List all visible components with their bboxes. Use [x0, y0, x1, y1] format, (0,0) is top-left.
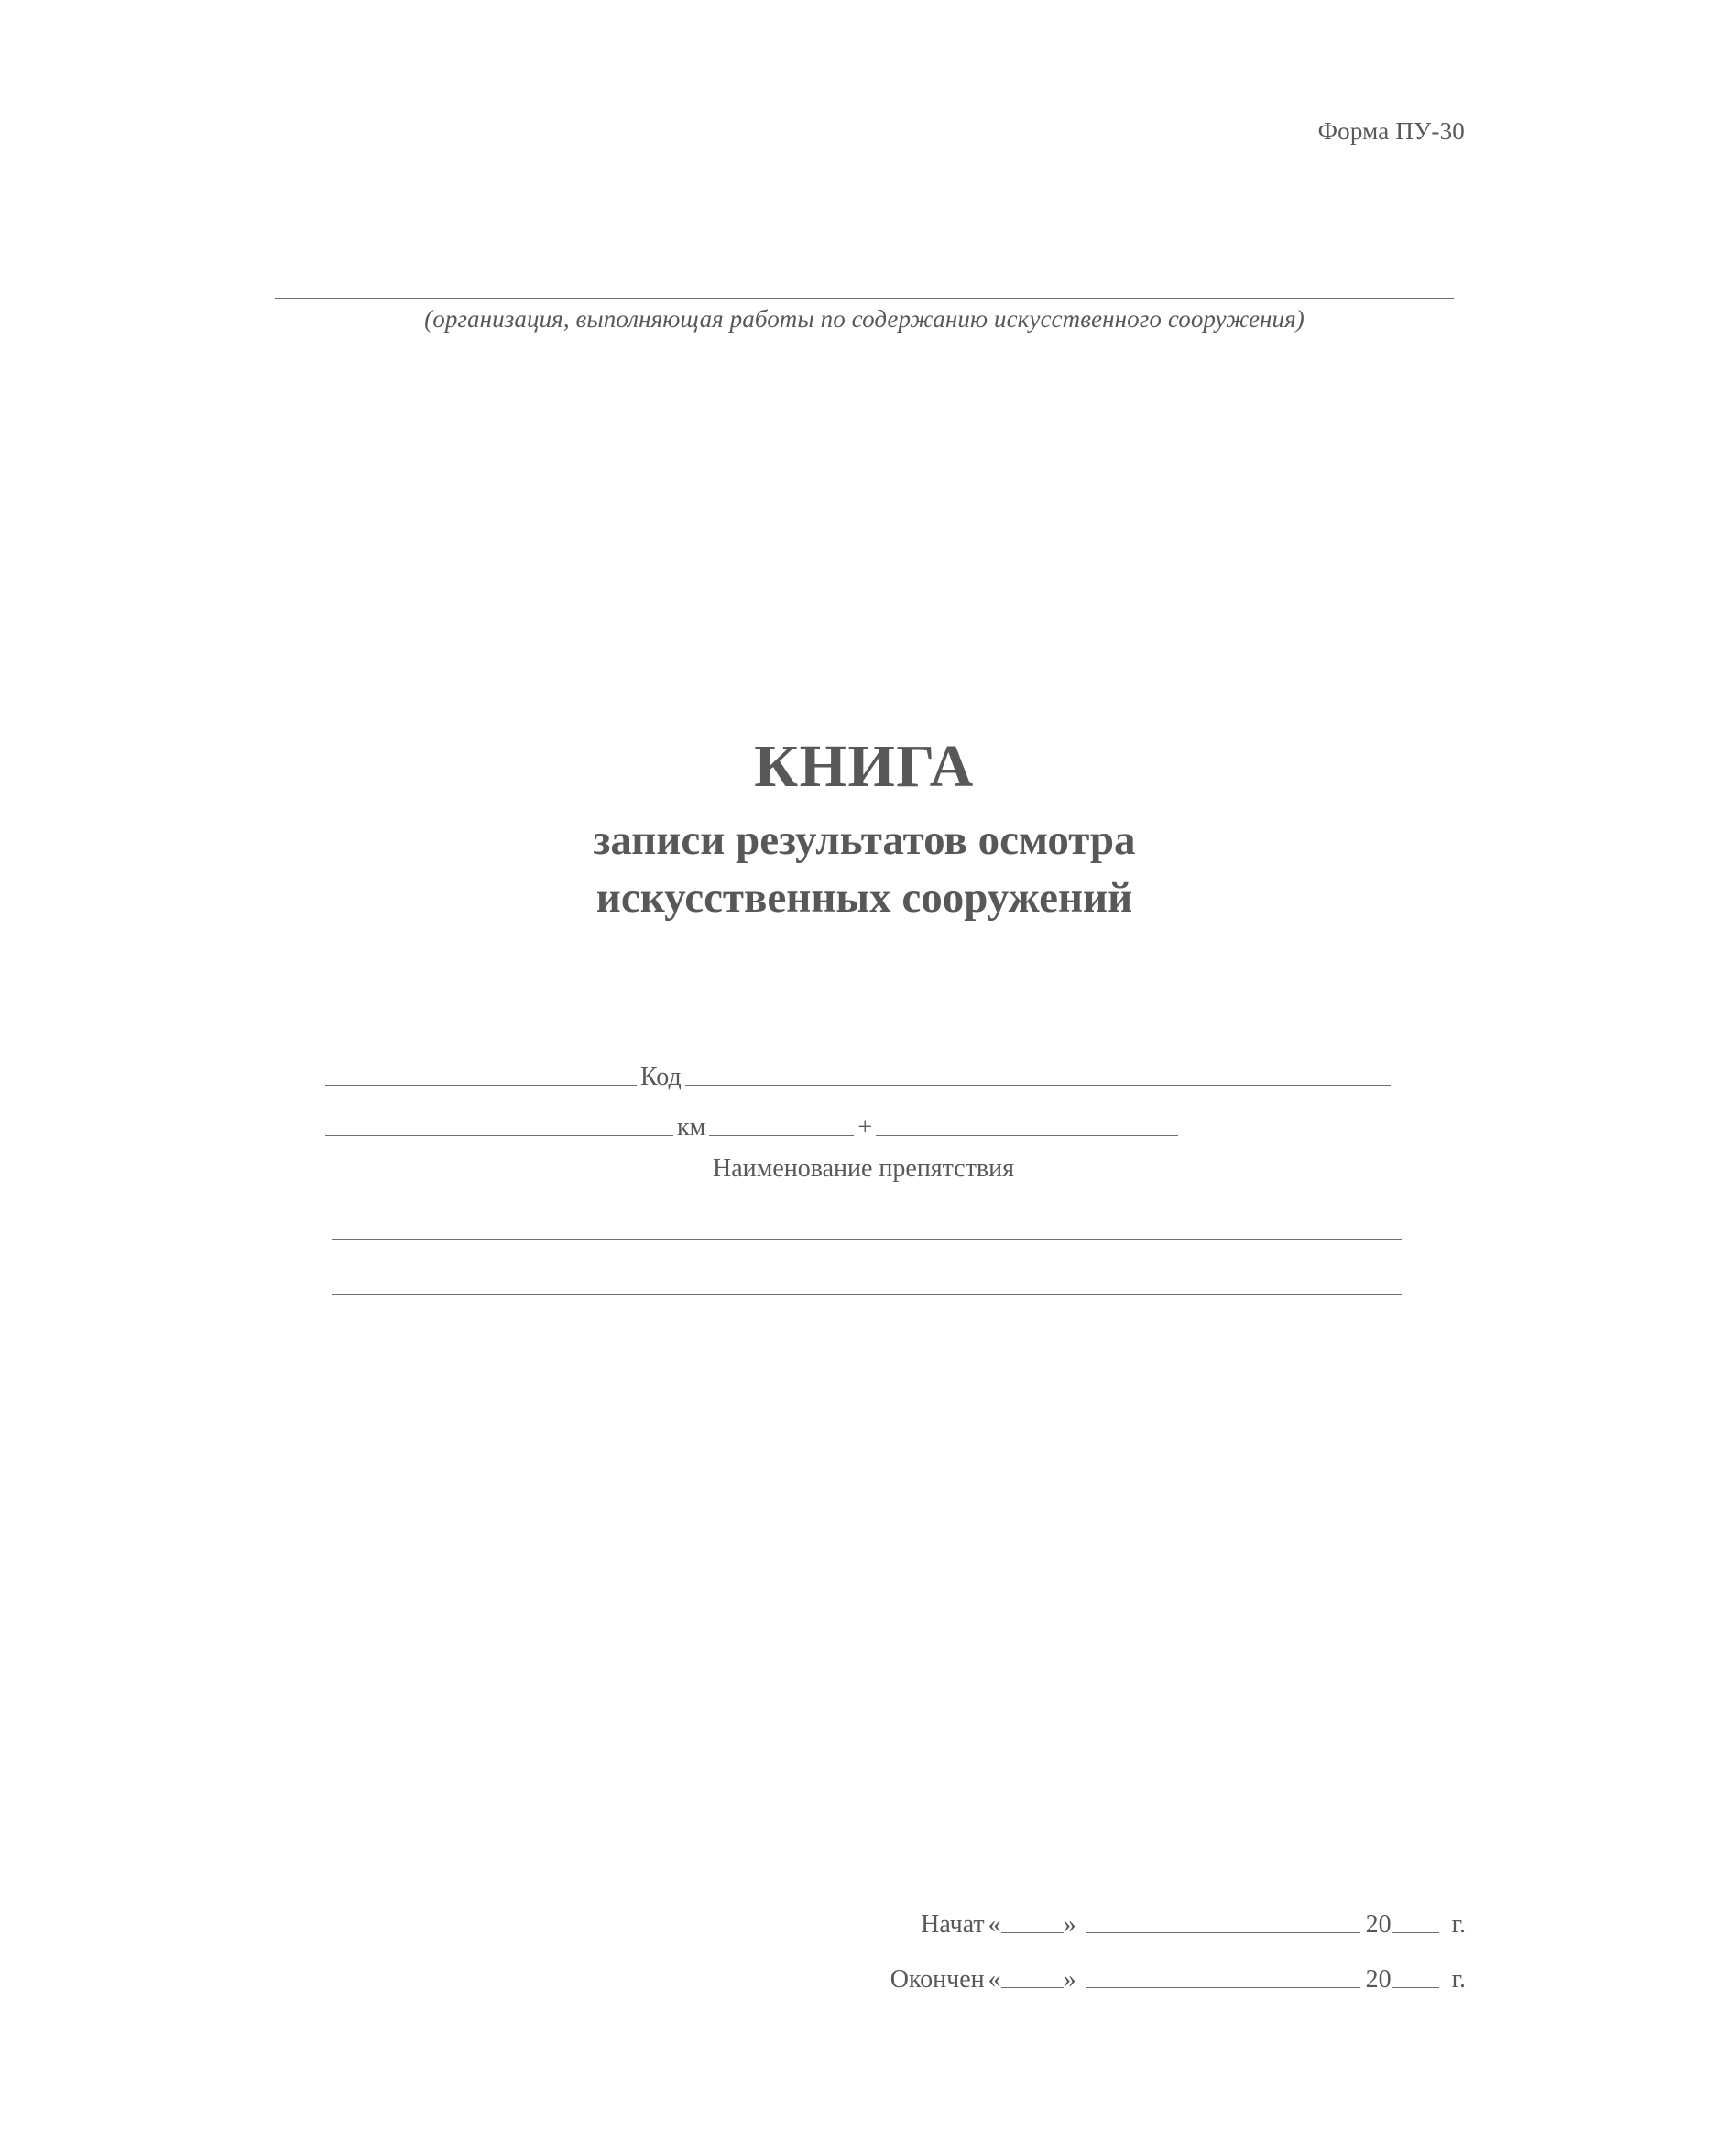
title-block [275, 733, 1454, 928]
obstacle-fill-line-2[interactable] [332, 1294, 1402, 1295]
finished-label: Окончен [890, 1965, 985, 1994]
organization-fill-line[interactable] [275, 298, 1454, 299]
started-row [751, 1910, 1466, 1940]
page-title: КНИГА [754, 733, 975, 800]
code-field-row [325, 1063, 1402, 1092]
started-year-fill-line[interactable] [1392, 1932, 1439, 1933]
code-right-fill-line[interactable] [685, 1085, 1391, 1086]
km-value-fill-line[interactable] [709, 1135, 854, 1136]
obstacle-caption: Наименование препятствия [712, 1154, 1015, 1183]
page-subtitle-line-1: записи результатов осмотра [593, 815, 1136, 864]
finished-row [751, 1965, 1466, 1995]
started-day-fill-line[interactable] [1001, 1932, 1064, 1933]
form-number: Форма ПУ-30 [1317, 117, 1465, 145]
km-left-fill-line[interactable] [325, 1135, 673, 1136]
finished-year-fill-line[interactable] [1392, 1987, 1439, 1988]
code-label: Код [640, 1063, 682, 1091]
footer-dates [751, 1910, 1466, 2020]
finished-quote-open: « [988, 1965, 1001, 1994]
finished-day-fill-line[interactable] [1001, 1987, 1064, 1988]
organization-caption: (организация, выполняющая работы по содержанию искусственного сооружения) [424, 305, 1305, 333]
finished-year-suffix: г. [1451, 1965, 1466, 1994]
finished-year-prefix: 20 [1365, 1965, 1392, 1994]
started-year-suffix: г. [1451, 1910, 1466, 1939]
started-month-fill-line[interactable] [1086, 1932, 1360, 1933]
km-field-row [325, 1113, 1402, 1143]
km-label: км [677, 1113, 706, 1142]
started-quote-open: « [988, 1910, 1001, 1939]
km-plus-fill-line[interactable] [876, 1135, 1178, 1136]
started-quote-close: » [1063, 1910, 1076, 1939]
plus-label: + [857, 1113, 873, 1142]
started-label: Начат [921, 1910, 985, 1939]
started-year-prefix: 20 [1365, 1910, 1392, 1939]
finished-quote-close: » [1063, 1965, 1076, 1994]
code-left-fill-line[interactable] [325, 1085, 637, 1086]
page-subtitle-line-2: искусственных сооружений [595, 874, 1133, 923]
finished-month-fill-line[interactable] [1086, 1987, 1360, 1988]
obstacle-fill-line-1[interactable] [332, 1239, 1402, 1240]
